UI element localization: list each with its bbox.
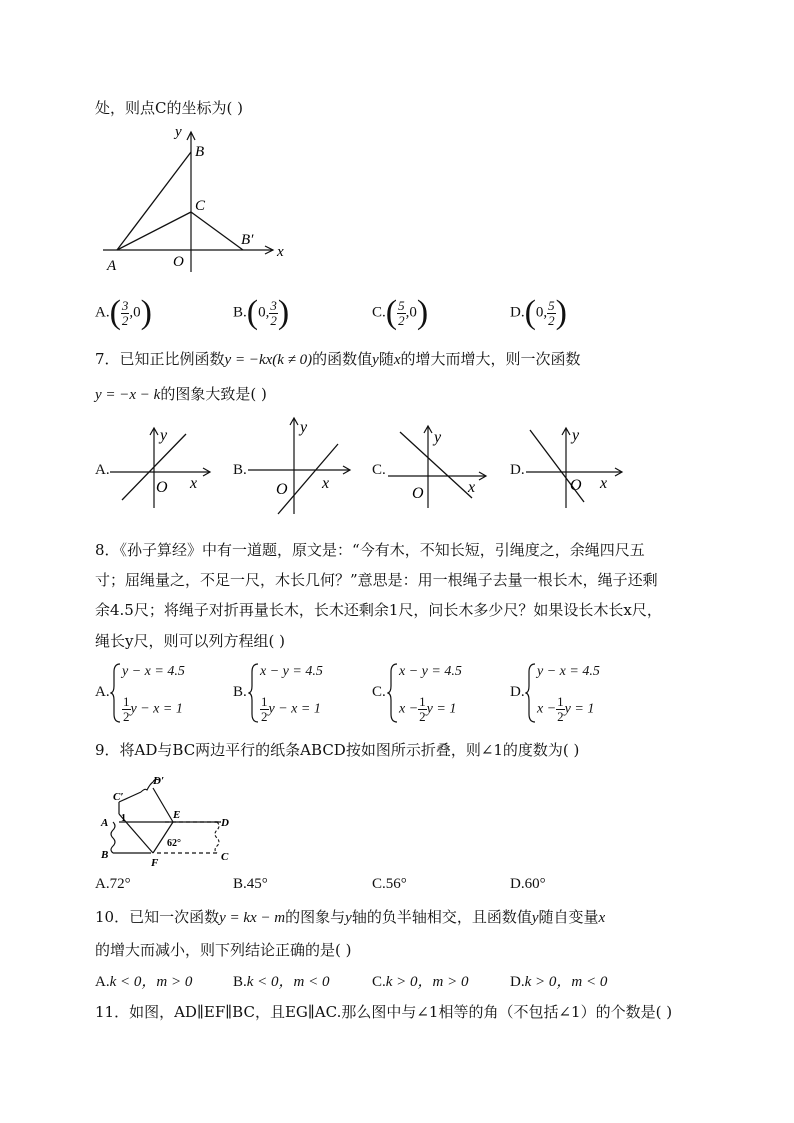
q7-option-b-graph[interactable]	[246, 414, 356, 518]
svg-text:1: 1	[121, 813, 126, 824]
q6-option-c[interactable]: C.( $\frac{5}{2}$ ,0)	[372, 294, 429, 331]
q6-label-x: x	[277, 244, 284, 260]
q8-option-b-eq1: x − y = 4.5	[260, 664, 323, 679]
q8-option-c-eq2: x − $\frac{1}{2}$ y = 1	[399, 694, 457, 724]
q8-option-a-letter[interactable]: A.	[95, 684, 110, 700]
q9-figure	[95, 770, 245, 868]
svg-text:C′: C′	[113, 791, 124, 803]
svg-text:x: x	[600, 475, 608, 492]
q8-question-line3: 余4.5尺；将绳子对折再量长木，长木还剩余1尺，问长木多少尺？如果设长木长x尺，	[95, 601, 662, 619]
q6-figure	[95, 122, 295, 277]
svg-text:B: B	[101, 849, 109, 861]
q7-question-line2: y = −x − k的图象大致是( )	[95, 385, 267, 403]
q8-question-line1: 8．《孙子算经》中有一道题，原文是：“今有木，不知长短，引绳度之，余绳四尺五	[95, 541, 645, 559]
q9-option-d[interactable]: D.60°	[510, 876, 546, 892]
q6-option-b[interactable]: B.(0, $\frac{3}{2}$ )	[233, 294, 290, 331]
q9-option-b[interactable]: B.45°	[233, 876, 268, 892]
q10-option-b[interactable]: B.k < 0，m < 0	[233, 974, 330, 990]
q8-option-d-letter[interactable]: D.	[510, 684, 525, 700]
svg-text:O: O	[412, 485, 424, 502]
svg-text:D: D	[221, 817, 229, 829]
q7-option-d-label[interactable]: D.	[510, 462, 525, 478]
q7-option-a-graph[interactable]	[108, 420, 218, 510]
q6-label-b: B	[195, 144, 205, 160]
q6-segment-cbp	[191, 212, 243, 250]
svg-text:F: F	[151, 857, 159, 868]
q8-option-b-letter[interactable]: B.	[233, 684, 247, 700]
q8-option-b-eq2: $\frac{1}{2}$ y − x = 1	[261, 694, 321, 724]
q10-question-line1: 10．已知一次函数y = kx − m的图象与y轴的负半轴相交，且函数值y随自变量x	[95, 908, 606, 926]
q6-option-a[interactable]: A.( $\frac{3}{2}$ ,0)	[95, 294, 152, 331]
q9-left-wavy	[111, 822, 115, 853]
svg-text:A: A	[101, 817, 109, 829]
q6-label-o: O	[173, 254, 184, 270]
q6-segment-ab	[117, 152, 191, 250]
q8-option-d-eq2: x − $\frac{1}{2}$ y = 1	[537, 694, 595, 724]
q8-option-c-brace	[387, 662, 399, 724]
q8-question-line4: 绳长y尺，则可以列方程组( )	[95, 632, 285, 650]
q6-label-a: A	[107, 258, 117, 274]
q10-question-line2: 的增大而减小，则下列结论正确的是( )	[95, 941, 352, 959]
q11-question: 11．如图，AD∥EF∥BC，且EG∥AC.那么图中与∠1相等的角（不包括∠1）的个数是( )	[95, 1003, 673, 1021]
q8-option-c-letter[interactable]: C.	[372, 684, 386, 700]
q6-option-d[interactable]: D.(0, $\frac{5}{2}$ )	[510, 294, 567, 331]
q7-option-b-label[interactable]: B.	[233, 462, 247, 478]
q7-option-a-label[interactable]: A.	[95, 462, 110, 478]
svg-text:O: O	[570, 477, 582, 494]
q8-option-c-eq1: x − y = 4.5	[399, 664, 462, 679]
q7-option-c-label[interactable]: C.	[372, 462, 386, 478]
q8-option-d-eq1: y − x = 4.5	[537, 664, 600, 679]
q8-option-b-brace	[248, 662, 260, 724]
q10-option-c[interactable]: C.k > 0，m > 0	[372, 974, 469, 990]
q8-option-a-eq1: y − x = 4.5	[122, 664, 185, 679]
svg-text:C: C	[221, 851, 229, 863]
svg-text:x: x	[190, 475, 198, 492]
q6-question-tail: 处，则点C的坐标为( )	[95, 99, 243, 117]
svg-text:x: x	[468, 479, 476, 496]
svg-text:y: y	[572, 427, 580, 444]
q9-option-c[interactable]: C.56°	[372, 876, 407, 892]
q8-option-a-eq2: $\frac{1}{2}$ y − x = 1	[123, 694, 183, 724]
q8-option-d-brace	[525, 662, 537, 724]
svg-text:D′: D′	[153, 775, 165, 787]
q6-label-c: C	[195, 198, 206, 214]
svg-text:y: y	[300, 419, 308, 436]
q6-label-y: y	[175, 124, 182, 140]
q9-option-a[interactable]: A.72°	[95, 876, 131, 892]
q6-segment-ac	[117, 212, 191, 250]
q10-option-a[interactable]: A.k < 0，m > 0	[95, 974, 193, 990]
q9-right-wavy	[215, 822, 219, 853]
q9-question: 9．将AD与BC两边平行的纸条ABCD按如图所示折叠，则∠1的度数为( )	[95, 741, 580, 759]
svg-text:O: O	[276, 481, 288, 498]
q10-option-d[interactable]: D.k > 0，m < 0	[510, 974, 608, 990]
q7-option-c-graph[interactable]	[386, 420, 496, 510]
svg-text:E: E	[173, 809, 181, 821]
q6-label-bprime: B′	[241, 232, 254, 248]
q8-question-line2: 寸；屈绳量之，不足一尺，木长几何？”意思是：用一根绳子去量一根长木，绳子还剩	[95, 571, 658, 589]
svg-text:y: y	[160, 427, 168, 444]
svg-text:O: O	[156, 479, 168, 496]
svg-text:y: y	[434, 429, 442, 446]
q8-option-a-brace	[110, 662, 122, 724]
svg-text:62°: 62°	[167, 838, 181, 849]
q7-option-d-graph[interactable]	[524, 420, 634, 510]
q7-question-line1: 7．已知正比例函数y = −kx(k ≠ 0)的函数值y随x的增大而增大，则一次函数	[95, 350, 581, 368]
svg-text:x: x	[322, 475, 330, 492]
q9-line-e-dp	[153, 788, 173, 822]
